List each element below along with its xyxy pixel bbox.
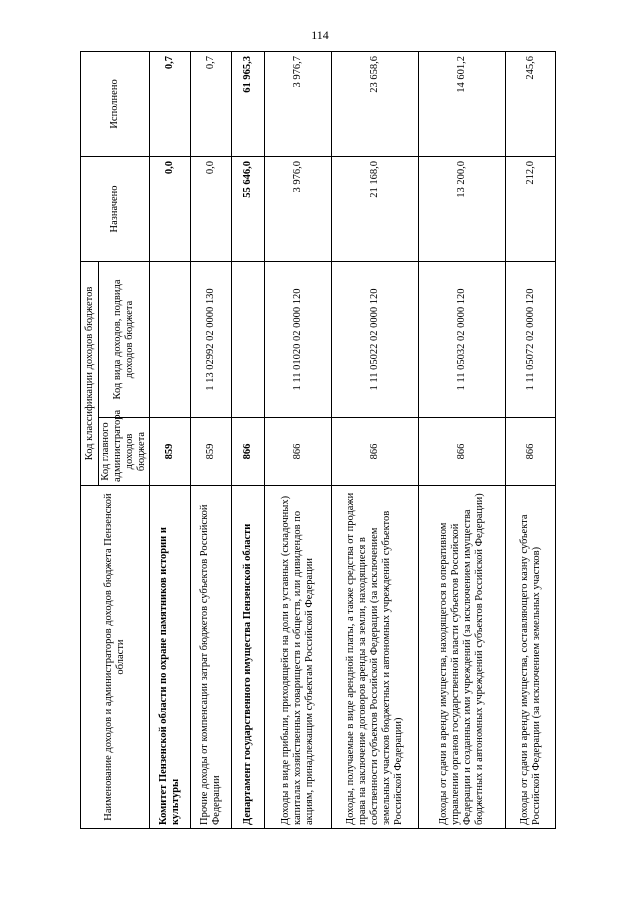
row-assigned: 212,0 — [506, 156, 556, 261]
row-admin-code: 866 — [506, 418, 556, 486]
table-row — [191, 51, 232, 828]
row-name: Доходы в виде прибыли, приходящейся на доли в уставных (складочных) капиталах хозяйственных товариществ и обществ, или дивидендов по акциям, принадлежащим субъектам Российской Федерации — [265, 486, 332, 829]
row-name: Доходы от сдачи в аренду имущества, составляющего казну субъекта Российской Федерации (за исключением земельных участков) — [506, 486, 556, 829]
row-assigned: 3 976,0 — [265, 156, 332, 261]
page-number: 114 — [311, 28, 329, 42]
header-name: Наименование доходов и администраторов доходов бюджета Пензенской области — [81, 486, 150, 829]
row-admin-code: 859 — [150, 418, 191, 486]
row-admin-code: 866 — [265, 418, 332, 486]
header-admin-code: Код главного администратора доходов бюджета — [99, 418, 150, 486]
row-name: Доходы от сдачи в аренду имущества, находящегося в оперативном управлении органов государственной власти субъектов Российской Федерации и созданных ими учреждений (за исключением имущества бюджетных и автономных учреждений субъектов Российской Федерации) — [419, 486, 506, 829]
row-executed: 14 601,2 — [419, 51, 506, 156]
header-executed: Исполнено — [81, 51, 150, 156]
row-assigned: 55 646,0 — [232, 156, 265, 261]
row-name: Департамент государственного имущества Пензенской области — [232, 486, 265, 829]
header-income-code: Код вида доходов, подвида доходов бюджета — [99, 261, 150, 417]
row-assigned: 21 168,0 — [332, 156, 419, 261]
row-admin-code: 866 — [419, 418, 506, 486]
row-executed: 245,6 — [506, 51, 556, 156]
table-row — [150, 51, 191, 828]
row-income-code: 1 11 05022 02 0000 120 — [332, 261, 419, 417]
row-assigned: 13 200,0 — [419, 156, 506, 261]
row-name: Комитет Пензенской области по охране памятников истории и культуры — [150, 486, 191, 829]
row-name: Прочие доходы от компенсации затрат бюджетов субъектов Российской Федерации — [191, 486, 232, 829]
table-row — [506, 51, 556, 828]
header-assigned: Назначено — [81, 156, 150, 261]
row-income-code — [232, 261, 265, 417]
table-row — [232, 51, 265, 828]
row-executed: 0,7 — [191, 51, 232, 156]
row-executed: 23 658,6 — [332, 51, 419, 156]
rotated-table-wrapper — [80, 52, 542, 829]
row-assigned: 0,0 — [150, 156, 191, 261]
table-row — [419, 51, 506, 828]
row-income-code: 1 13 02992 02 0000 130 — [191, 261, 232, 417]
row-executed: 3 976,7 — [265, 51, 332, 156]
row-name: Доходы, получаемые в виде арендной платы, а также средства от продажи права на заключение договоров аренды за земли, находящиеся в собственности субъектов Российской Федерации (за исключением земельных участков бюджетных и автономных учреждений субъектов Российской Федерации) — [332, 486, 419, 829]
table-row — [332, 51, 419, 828]
row-income-code: 1 11 05032 02 0000 120 — [419, 261, 506, 417]
row-executed: 0,7 — [150, 51, 191, 156]
row-assigned: 0,0 — [191, 156, 232, 261]
row-income-code — [150, 261, 191, 417]
row-admin-code: 866 — [332, 418, 419, 486]
row-admin-code: 866 — [232, 418, 265, 486]
row-executed: 61 965,3 — [232, 51, 265, 156]
income-table — [80, 51, 556, 829]
row-admin-code: 859 — [191, 418, 232, 486]
row-income-code: 1 11 05072 02 0000 120 — [506, 261, 556, 417]
row-income-code: 1 11 01020 02 0000 120 — [265, 261, 332, 417]
header-classification: Код классификации доходов бюджетов — [81, 261, 99, 485]
table-row — [265, 51, 332, 828]
